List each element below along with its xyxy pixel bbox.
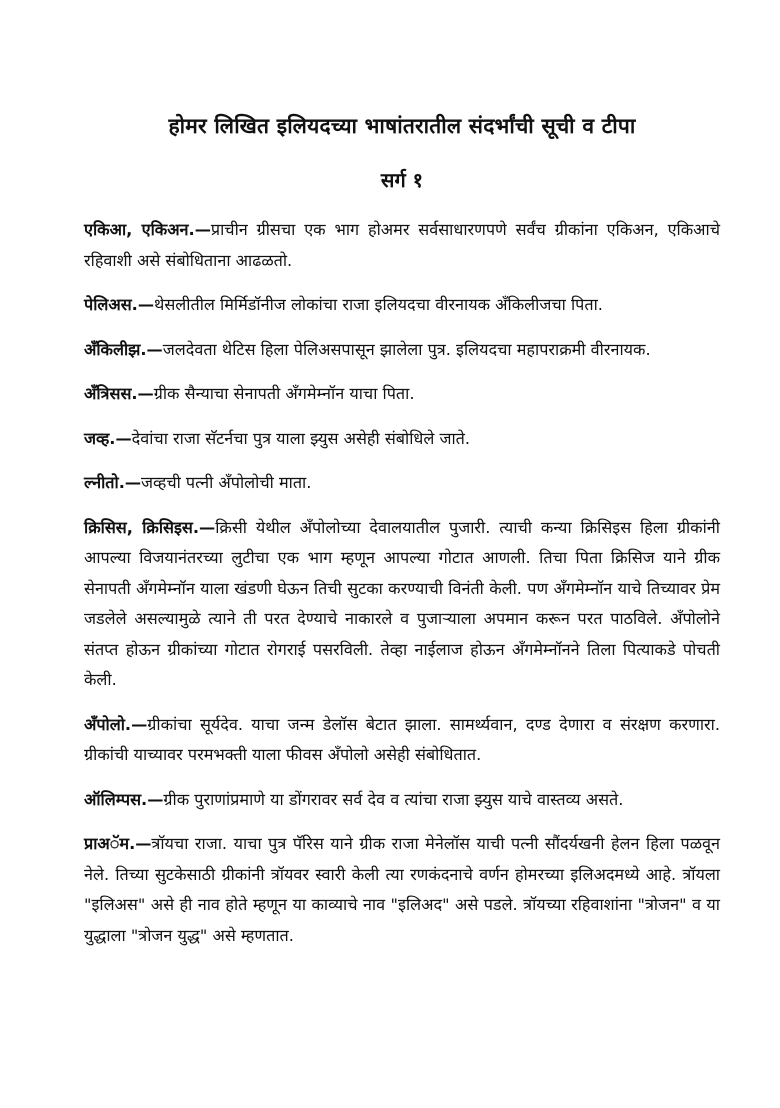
glossary-entry: अँकिलीझ.—जलदेवता थेटिस हिला पेलिअसपासून झालेला पुत्र. इलियदचा महापराक्रमी वीरनायक. [84,339,651,359]
glossary-entry: अँपोलो.—ग्रीकांचा सूर्यदेव. याचा जन्म डेलॉस बेटात झाला. सामर्थ्यवान, दण्ड देणारा व संरक्षण करणारा. ग्रीकांची याच्यावर परमभक्ती याला फीवस अँपोलो असेही संबोधितात. [84,714,720,764]
section-heading: सर्ग १ [380,168,424,192]
entry-text: ग्रीक पुराणांप्रमाणे या डोंगरावर सर्व देव व त्यांचा राजा झ्युस याचे वास्तव्य असते. [163,789,624,809]
glossary-entry: ल्नीतो.—जव्हची पत्नी अँपोलोची माता. [84,473,312,492]
entry-text: प्राचीन ग्रीसचा एक भाग होअमर सर्वसाधारणपणे सर्वंच ग्रीकांना एकिअन, एकिआचे रहिवाशी असे संबोधिताना आढळतो. [84,220,720,270]
glossary-entry: ऑलिम्पस.—ग्रीक पुराणांप्रमाणे या डोंगरावर सर्व देव व त्यांचा राजा झ्युस याचे वास्तव्य असते. [84,789,624,809]
entry-term: जव्ह. [84,428,116,448]
glossary-entry: क्रिसिस, क्रिसिइस.—क्रिसी येथील अँपोलोच्या देवालयातील पुजारी. त्याची कन्या क्रिसिइस हिला ग्रीकांनी आपल्या विजयानंतरच्या लुटीचा एक भाग म्हणून आपल्या गोटात आणली. तिचा पिता क्रिसिज याने ग्रीक सेनापती अँगमेम्नॉन याला खंडणी घेऊन तिची सुटका करण्याची विनंती केली. पण अँगमेम्नॉन याचे तिच्यावर प्रेम जडलेले असल्यामुळे त्याने ती परत देण्याचे नाकारले व पुजाऱ्याला अपमान करून परत पाठविले. अँपोलोने संतप्त होऊन ग्रीकांच्या गोटात रोगराई पसरविली. तेव्हा नाईलाज होऊन अँगमेम्नॉनने तिला पित्याकडे पोचती केली. [84,517,720,689]
entry-term: एकिआ, एकिअन. [84,220,195,239]
glossary-entry: पेलिअस.—थेसलीतील मिर्मिडॉनीज लोकांचा राजा इलियदचा वीरनायक अँकिलीजचा पिता. [84,295,603,314]
entry-text: ग्रीक सैन्याचा सेनापती अँगमेम्नॉन याचा पिता. [153,384,415,403]
glossary-entry: एकिआ, एकिअन.—प्राचीन ग्रीसचा एक भाग होअमर सर्वसाधारणपणे सर्वंच ग्रीकांना एकिअन, एकिआचे रहिवाशी असे संबोधिताना आढळतो. [84,220,720,270]
entry-text: क्रिसी येथील अँपोलोच्या देवालयातील पुजारी. त्याची कन्या क्रिसिइस हिला ग्रीकांनी आपल्या विजयानंतरच्या लुटीचा एक भाग म्हणून आपल्या गोटात आणली. तिचा पिता क्रिसिज याने ग्रीक सेनापती अँगमेम्नॉन याला खंडणी घेऊन तिची सुटका करण्याची विनंती केली. पण अँगमेम्नॉन याचे तिच्यावर प्रेम जडलेले असल्यामुळे त्याने ती परत देण्याचे नाकारले व पुजाऱ्याला अपमान करून परत पाठविले. अँपोलोने संतप्त होऊन ग्रीकांच्या गोटात रोगराई पसरविली. तेव्हा नाईलाज होऊन अँगमेम्नॉनने तिला पित्याकडे पोचती केली. [84,517,720,689]
entry-text: थेसलीतील मिर्मिडॉनीज लोकांचा राजा इलियदचा वीरनायक अँकिलीजचा पिता. [154,295,603,314]
entry-term: अँपोलो. [84,714,132,734]
entry-text: जलदेवता थेटिस हिला पेलिअसपासून झालेला पुत्र. इलियदचा महापराक्रमी वीरनायक. [162,339,651,359]
entry-term: प्राअॅम. [84,834,136,853]
entry-text: देवांचा राजा सॅटर्नचा पुत्र याला झ्युस असेही संबोधिले जाते. [131,428,471,448]
entry-text: ग्रीकांचा सूर्यदेव. याचा जन्म डेलॉस बेटात झाला. सामर्थ्यवान, दण्ड देणारा व संरक्षण करणारा. ग्रीकांची याच्यावर परमभक्ती याला फीवस अँपोलो असेही संबोधितात. [84,714,720,764]
entry-text: जव्हची पत्नी अँपोलोची माता. [141,473,312,492]
page-title: होमर लिखित इलियदच्या भाषांतरातील संदर्भांची सूची व टीपा [168,114,636,138]
entry-term: अँत्रिसस. [84,384,138,403]
entry-term: पेलिअस. [84,295,138,314]
glossary-entry: अँत्रिसस.—ग्रीक सैन्याचा सेनापती अँगमेम्नॉन याचा पिता. [84,384,415,403]
entry-term: ल्नीतो. [84,473,125,492]
entry-term: ऑलिम्पस. [84,789,148,809]
entry-term: क्रिसिस, क्रिसिइस. [84,517,200,537]
glossary-entry: जव्ह.—देवांचा राजा सॅटर्नचा पुत्र याला झ्युस असेही संबोधिले जाते. [84,428,471,448]
entry-text: त्रॉयचा राजा. याचा पुत्र पॅरिस याने ग्रीक राजा मेनेलॉस याची पत्नी सौंदर्यखनी हेलन हिला पळवून नेले. तिच्या सुटकेसाठी ग्रीकांनी त्रॉयवर स्वारी केली त्या रणकंदनाचे वर्णन होमरच्या इलिअदमध्ये आहे. त्रॉयला "इलिअस" असे ही नाव होते म्हणून या काव्याचे नाव "इलिअद" असे पडले. त्रॉयच्या रहिवाशांना "त्रोजन" व या युद्धाला "त्रोजन युद्ध" असे म्हणतात. [84,834,720,945]
glossary-entry: प्राअॅम.—त्रॉयचा राजा. याचा पुत्र पॅरिस याने ग्रीक राजा मेनेलॉस याची पत्नी सौंदर्यखनी हेलन हिला पळवून नेले. तिच्या सुटकेसाठी ग्रीकांनी त्रॉयवर स्वारी केली त्या रणकंदनाचे वर्णन होमरच्या इलिअदमध्ये आहे. त्रॉयला "इलिअस" असे ही नाव होते म्हणून या काव्याचे नाव "इलिअद" असे पडले. त्रॉयच्या रहिवाशांना "त्रोजन" व या युद्धाला "त्रोजन युद्ध" असे म्हणतात. [84,834,720,945]
entry-term: अँकिलीझ. [84,339,147,359]
